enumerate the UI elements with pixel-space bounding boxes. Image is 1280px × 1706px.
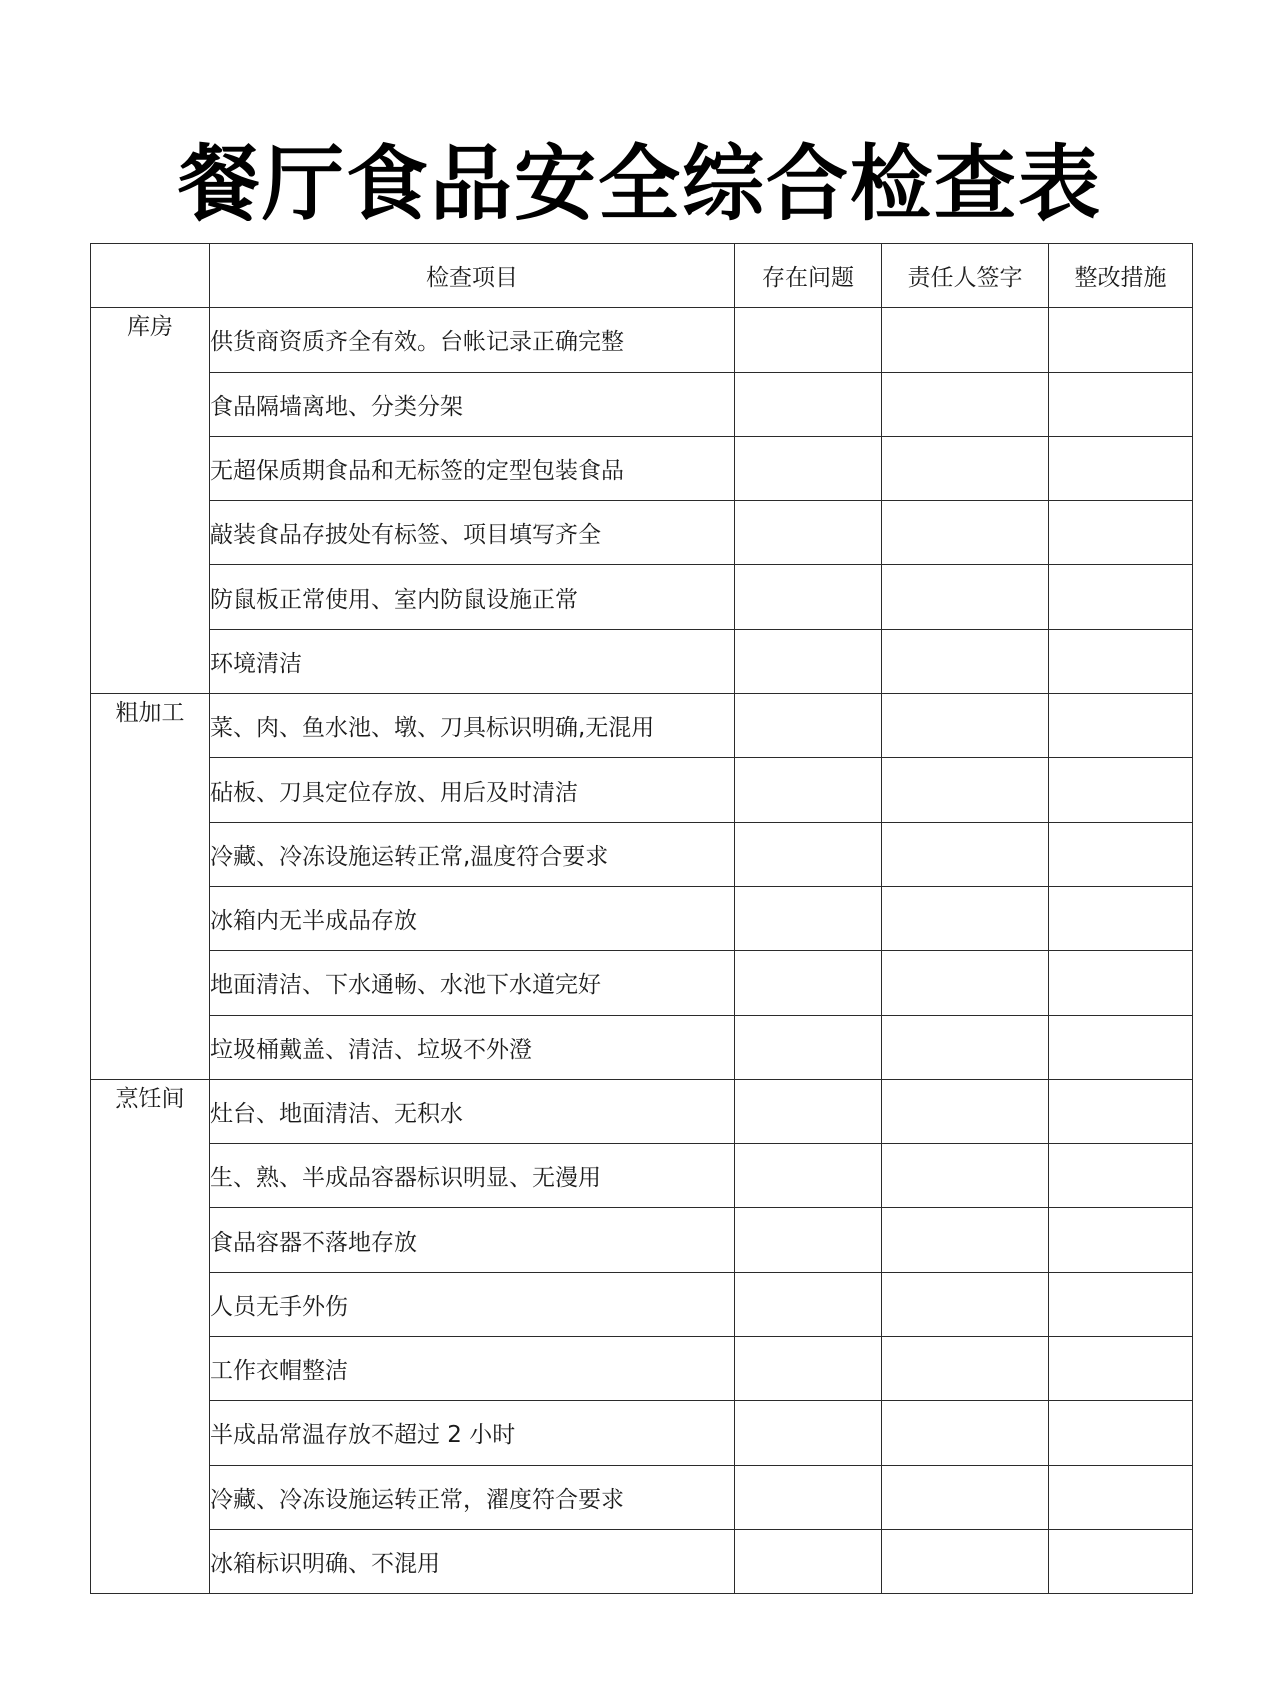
table-row [91, 1529, 1193, 1593]
signature-cell[interactable] [882, 694, 1049, 758]
problem-cell[interactable] [735, 436, 882, 500]
table-row [91, 758, 1193, 822]
table-body [91, 308, 1193, 1594]
table-header-row [91, 244, 1193, 308]
problem-cell[interactable] [735, 1465, 882, 1529]
check-item-cell: 砧板、刀具定位存放、用后及时清洁 [210, 758, 735, 822]
category-cell: 库房 [91, 308, 210, 694]
table-row [91, 436, 1193, 500]
table-row [91, 1401, 1193, 1465]
table-row [91, 694, 1193, 758]
category-cell: 烹饪间 [91, 1079, 210, 1593]
check-item-cell: 半成品常温存放不超过 2 小时 [210, 1401, 735, 1465]
signature-cell[interactable] [882, 629, 1049, 693]
check-item-cell: 生、熟、半成品容器标识明显、无漫用 [210, 1144, 735, 1208]
problem-cell[interactable] [735, 565, 882, 629]
signature-cell[interactable] [882, 372, 1049, 436]
header-signature: 责任人签字 [882, 244, 1049, 308]
table-row [91, 1079, 1193, 1143]
signature-cell[interactable] [882, 758, 1049, 822]
rectification-cell[interactable] [1049, 372, 1193, 436]
problem-cell[interactable] [735, 694, 882, 758]
check-item-cell: 敲装食品存披处有标签、项目填写齐全 [210, 501, 735, 565]
rectification-cell[interactable] [1049, 1144, 1193, 1208]
check-item-cell: 冰箱内无半成品存放 [210, 886, 735, 950]
table-row [91, 1015, 1193, 1079]
rectification-cell[interactable] [1049, 1529, 1193, 1593]
rectification-cell[interactable] [1049, 1015, 1193, 1079]
table-row [91, 565, 1193, 629]
rectification-cell[interactable] [1049, 1465, 1193, 1529]
table-row [91, 372, 1193, 436]
problem-cell[interactable] [735, 886, 882, 950]
header-rectification: 整改措施 [1049, 244, 1193, 308]
header-check-item: 检查项目 [210, 244, 735, 308]
rectification-cell[interactable] [1049, 951, 1193, 1015]
table-row [91, 1272, 1193, 1336]
problem-cell[interactable] [735, 1144, 882, 1208]
problem-cell[interactable] [735, 308, 882, 372]
check-item-cell: 环境清洁 [210, 629, 735, 693]
signature-cell[interactable] [882, 951, 1049, 1015]
check-item-cell: 冷藏、冷冻设施运转正常，濯度符合要求 [210, 1465, 735, 1529]
header-problem: 存在问题 [735, 244, 882, 308]
problem-cell[interactable] [735, 1079, 882, 1143]
signature-cell[interactable] [882, 1208, 1049, 1272]
table-row [91, 951, 1193, 1015]
check-item-cell: 灶台、地面清洁、无积水 [210, 1079, 735, 1143]
signature-cell[interactable] [882, 1401, 1049, 1465]
check-item-cell: 工作衣帽整洁 [210, 1337, 735, 1401]
problem-cell[interactable] [735, 951, 882, 1015]
check-item-cell: 人员无手外伤 [210, 1272, 735, 1336]
page-title: 餐厅食品安全综合检查表 [177, 137, 1102, 232]
signature-cell[interactable] [882, 822, 1049, 886]
table-row [91, 629, 1193, 693]
signature-cell[interactable] [882, 1337, 1049, 1401]
table-row [91, 1208, 1193, 1272]
problem-cell[interactable] [735, 1272, 882, 1336]
check-item-cell: 无超保质期食品和无标签的定型包装食品 [210, 436, 735, 500]
signature-cell[interactable] [882, 501, 1049, 565]
problem-cell[interactable] [735, 1015, 882, 1079]
rectification-cell[interactable] [1049, 886, 1193, 950]
problem-cell[interactable] [735, 1337, 882, 1401]
signature-cell[interactable] [882, 436, 1049, 500]
inspection-table [90, 243, 1193, 1594]
signature-cell[interactable] [882, 1015, 1049, 1079]
signature-cell[interactable] [882, 1144, 1049, 1208]
rectification-cell[interactable] [1049, 308, 1193, 372]
rectification-cell[interactable] [1049, 1401, 1193, 1465]
rectification-cell[interactable] [1049, 436, 1193, 500]
table-row [91, 1144, 1193, 1208]
check-item-cell: 防鼠板正常使用、室内防鼠设施正常 [210, 565, 735, 629]
check-item-cell: 冷藏、冷冻设施运转正常,温度符合要求 [210, 822, 735, 886]
problem-cell[interactable] [735, 758, 882, 822]
problem-cell[interactable] [735, 501, 882, 565]
table-row [91, 1337, 1193, 1401]
check-item-cell: 食品容器不落地存放 [210, 1208, 735, 1272]
signature-cell[interactable] [882, 886, 1049, 950]
rectification-cell[interactable] [1049, 822, 1193, 886]
problem-cell[interactable] [735, 1401, 882, 1465]
problem-cell[interactable] [735, 1529, 882, 1593]
category-cell: 粗加工 [91, 694, 210, 1080]
signature-cell[interactable] [882, 1465, 1049, 1529]
check-item-cell: 菜、肉、鱼水池、墩、刀具标识明确,无混用 [210, 694, 735, 758]
table-row [91, 308, 1193, 372]
rectification-cell[interactable] [1049, 629, 1193, 693]
signature-cell[interactable] [882, 308, 1049, 372]
check-item-cell: 垃圾桶戴盖、清洁、垃圾不外澄 [210, 1015, 735, 1079]
table-row [91, 1465, 1193, 1529]
check-item-cell: 冰箱标识明确、不混用 [210, 1529, 735, 1593]
problem-cell[interactable] [735, 372, 882, 436]
signature-cell[interactable] [882, 565, 1049, 629]
problem-cell[interactable] [735, 629, 882, 693]
rectification-cell[interactable] [1049, 565, 1193, 629]
rectification-cell[interactable] [1049, 1208, 1193, 1272]
rectification-cell[interactable] [1049, 501, 1193, 565]
rectification-cell[interactable] [1049, 694, 1193, 758]
table-row [91, 501, 1193, 565]
signature-cell[interactable] [882, 1529, 1049, 1593]
rectification-cell[interactable] [1049, 1272, 1193, 1336]
check-item-cell: 食品隔墙离地、分类分架 [210, 372, 735, 436]
header-category [91, 244, 210, 308]
check-item-cell: 地面清洁、下水通畅、水池下水道完好 [210, 951, 735, 1015]
problem-cell[interactable] [735, 822, 882, 886]
rectification-cell[interactable] [1049, 1337, 1193, 1401]
signature-cell[interactable] [882, 1272, 1049, 1336]
problem-cell[interactable] [735, 1208, 882, 1272]
check-item-cell: 供货商资质齐全有效。台帐记录正确完整 [210, 308, 735, 372]
signature-cell[interactable] [882, 1079, 1049, 1143]
table-row [91, 822, 1193, 886]
table-row [91, 886, 1193, 950]
rectification-cell[interactable] [1049, 1079, 1193, 1143]
rectification-cell[interactable] [1049, 758, 1193, 822]
